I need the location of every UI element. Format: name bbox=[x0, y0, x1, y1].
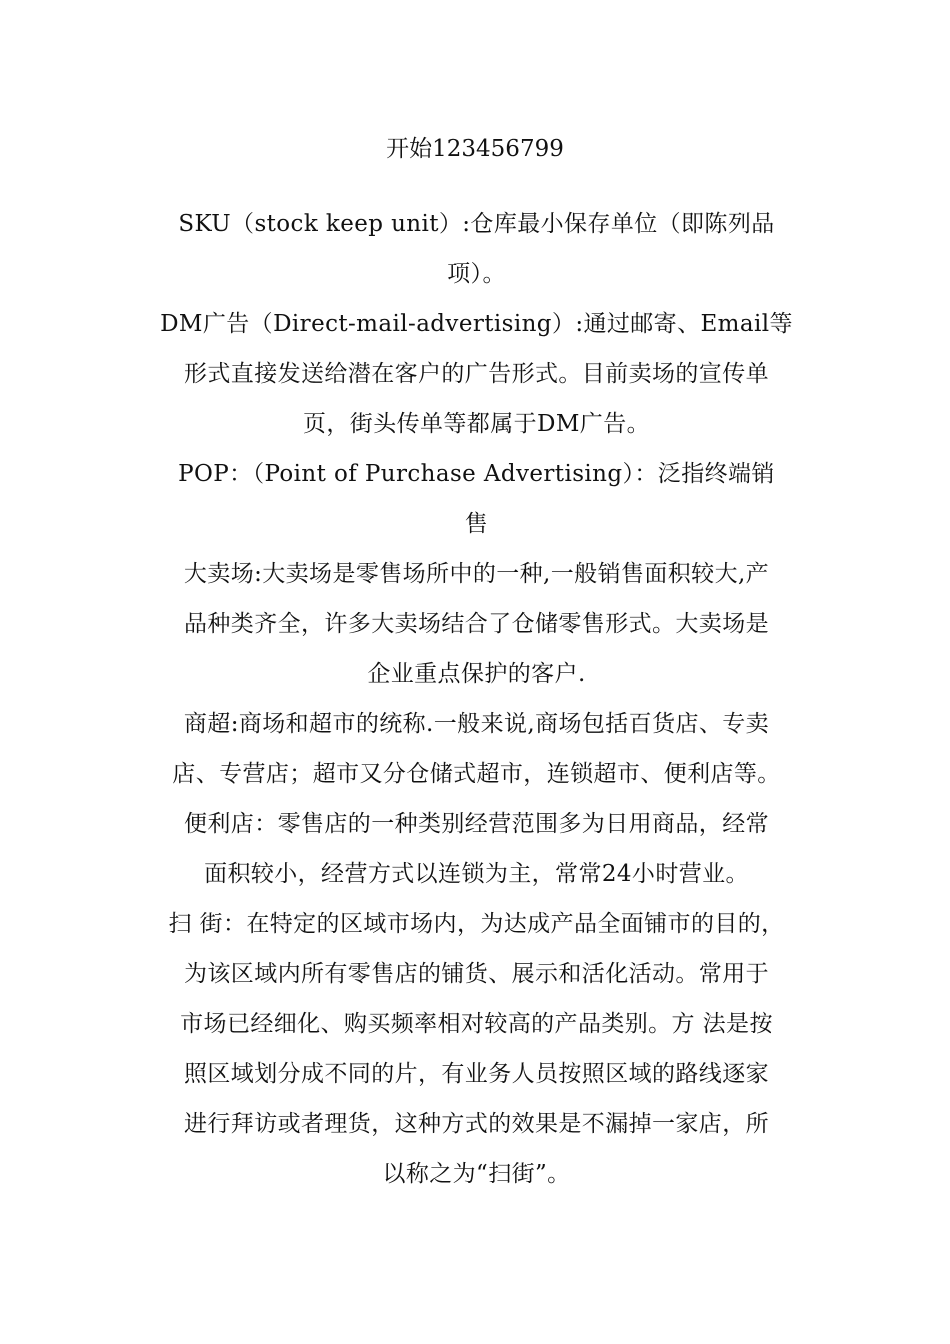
body-line: SKU（stock keep unit）:仓库最小保存单位（即陈列品 bbox=[178, 211, 775, 237]
document-title: 开始123456799 bbox=[386, 136, 564, 162]
body-line: 市场已经细化、购买频率相对较高的产品类别。方 法是按 bbox=[180, 1011, 773, 1037]
body-line: 品种类齐全，许多大卖场结合了仓储零售形式。大卖场是 bbox=[184, 611, 769, 637]
body-line: 进行拜访或者理货，这种方式的效果是不漏掉一家店，所 bbox=[184, 1111, 769, 1137]
document-body bbox=[143, 199, 810, 1199]
body-line: 大卖场:大卖场是零售场所中的一种,一般销售面积较大,产 bbox=[183, 561, 770, 587]
body-line: POP：（Point of Purchase Advertising）：泛指终端销 bbox=[178, 461, 775, 487]
body-line: 售 bbox=[464, 511, 489, 537]
body-line: 扫 街：在特定的区域市场内，为达成产品全面铺市的目的， bbox=[168, 911, 785, 937]
body-line: 企业重点保护的客户. bbox=[367, 661, 586, 687]
body-line: 面积较小，经营方式以连锁为主，常常24小时营业。 bbox=[204, 861, 749, 887]
body-line: 照区域划分成不同的片，有业务人员按照区域的路线逐家 bbox=[184, 1061, 769, 1087]
body-line: 为该区域内所有零售店的铺货、展示和活化活动。常用于 bbox=[184, 961, 769, 987]
body-line: 以称之为“扫街”。 bbox=[382, 1161, 571, 1187]
body-line: 便利店：零售店的一种类别经营范围多为日用商品，经常 bbox=[184, 811, 769, 837]
body-line: 页，街头传单等都属于DM广告。 bbox=[303, 411, 650, 437]
body-line: 形式直接发送给潜在客户的广告形式。目前卖场的宣传单 bbox=[184, 361, 769, 387]
body-line: DM广告（Direct-mail-advertising）:通过邮寄、Email等 bbox=[160, 311, 793, 337]
body-line: 项）。 bbox=[447, 261, 506, 287]
body-line: 店、专营店；超市又分仓储式超市，连锁超市、便利店等。 bbox=[172, 761, 781, 787]
body-line: 商超:商场和超市的统称.一般来说,商场包括百货店、专卖 bbox=[183, 711, 770, 737]
